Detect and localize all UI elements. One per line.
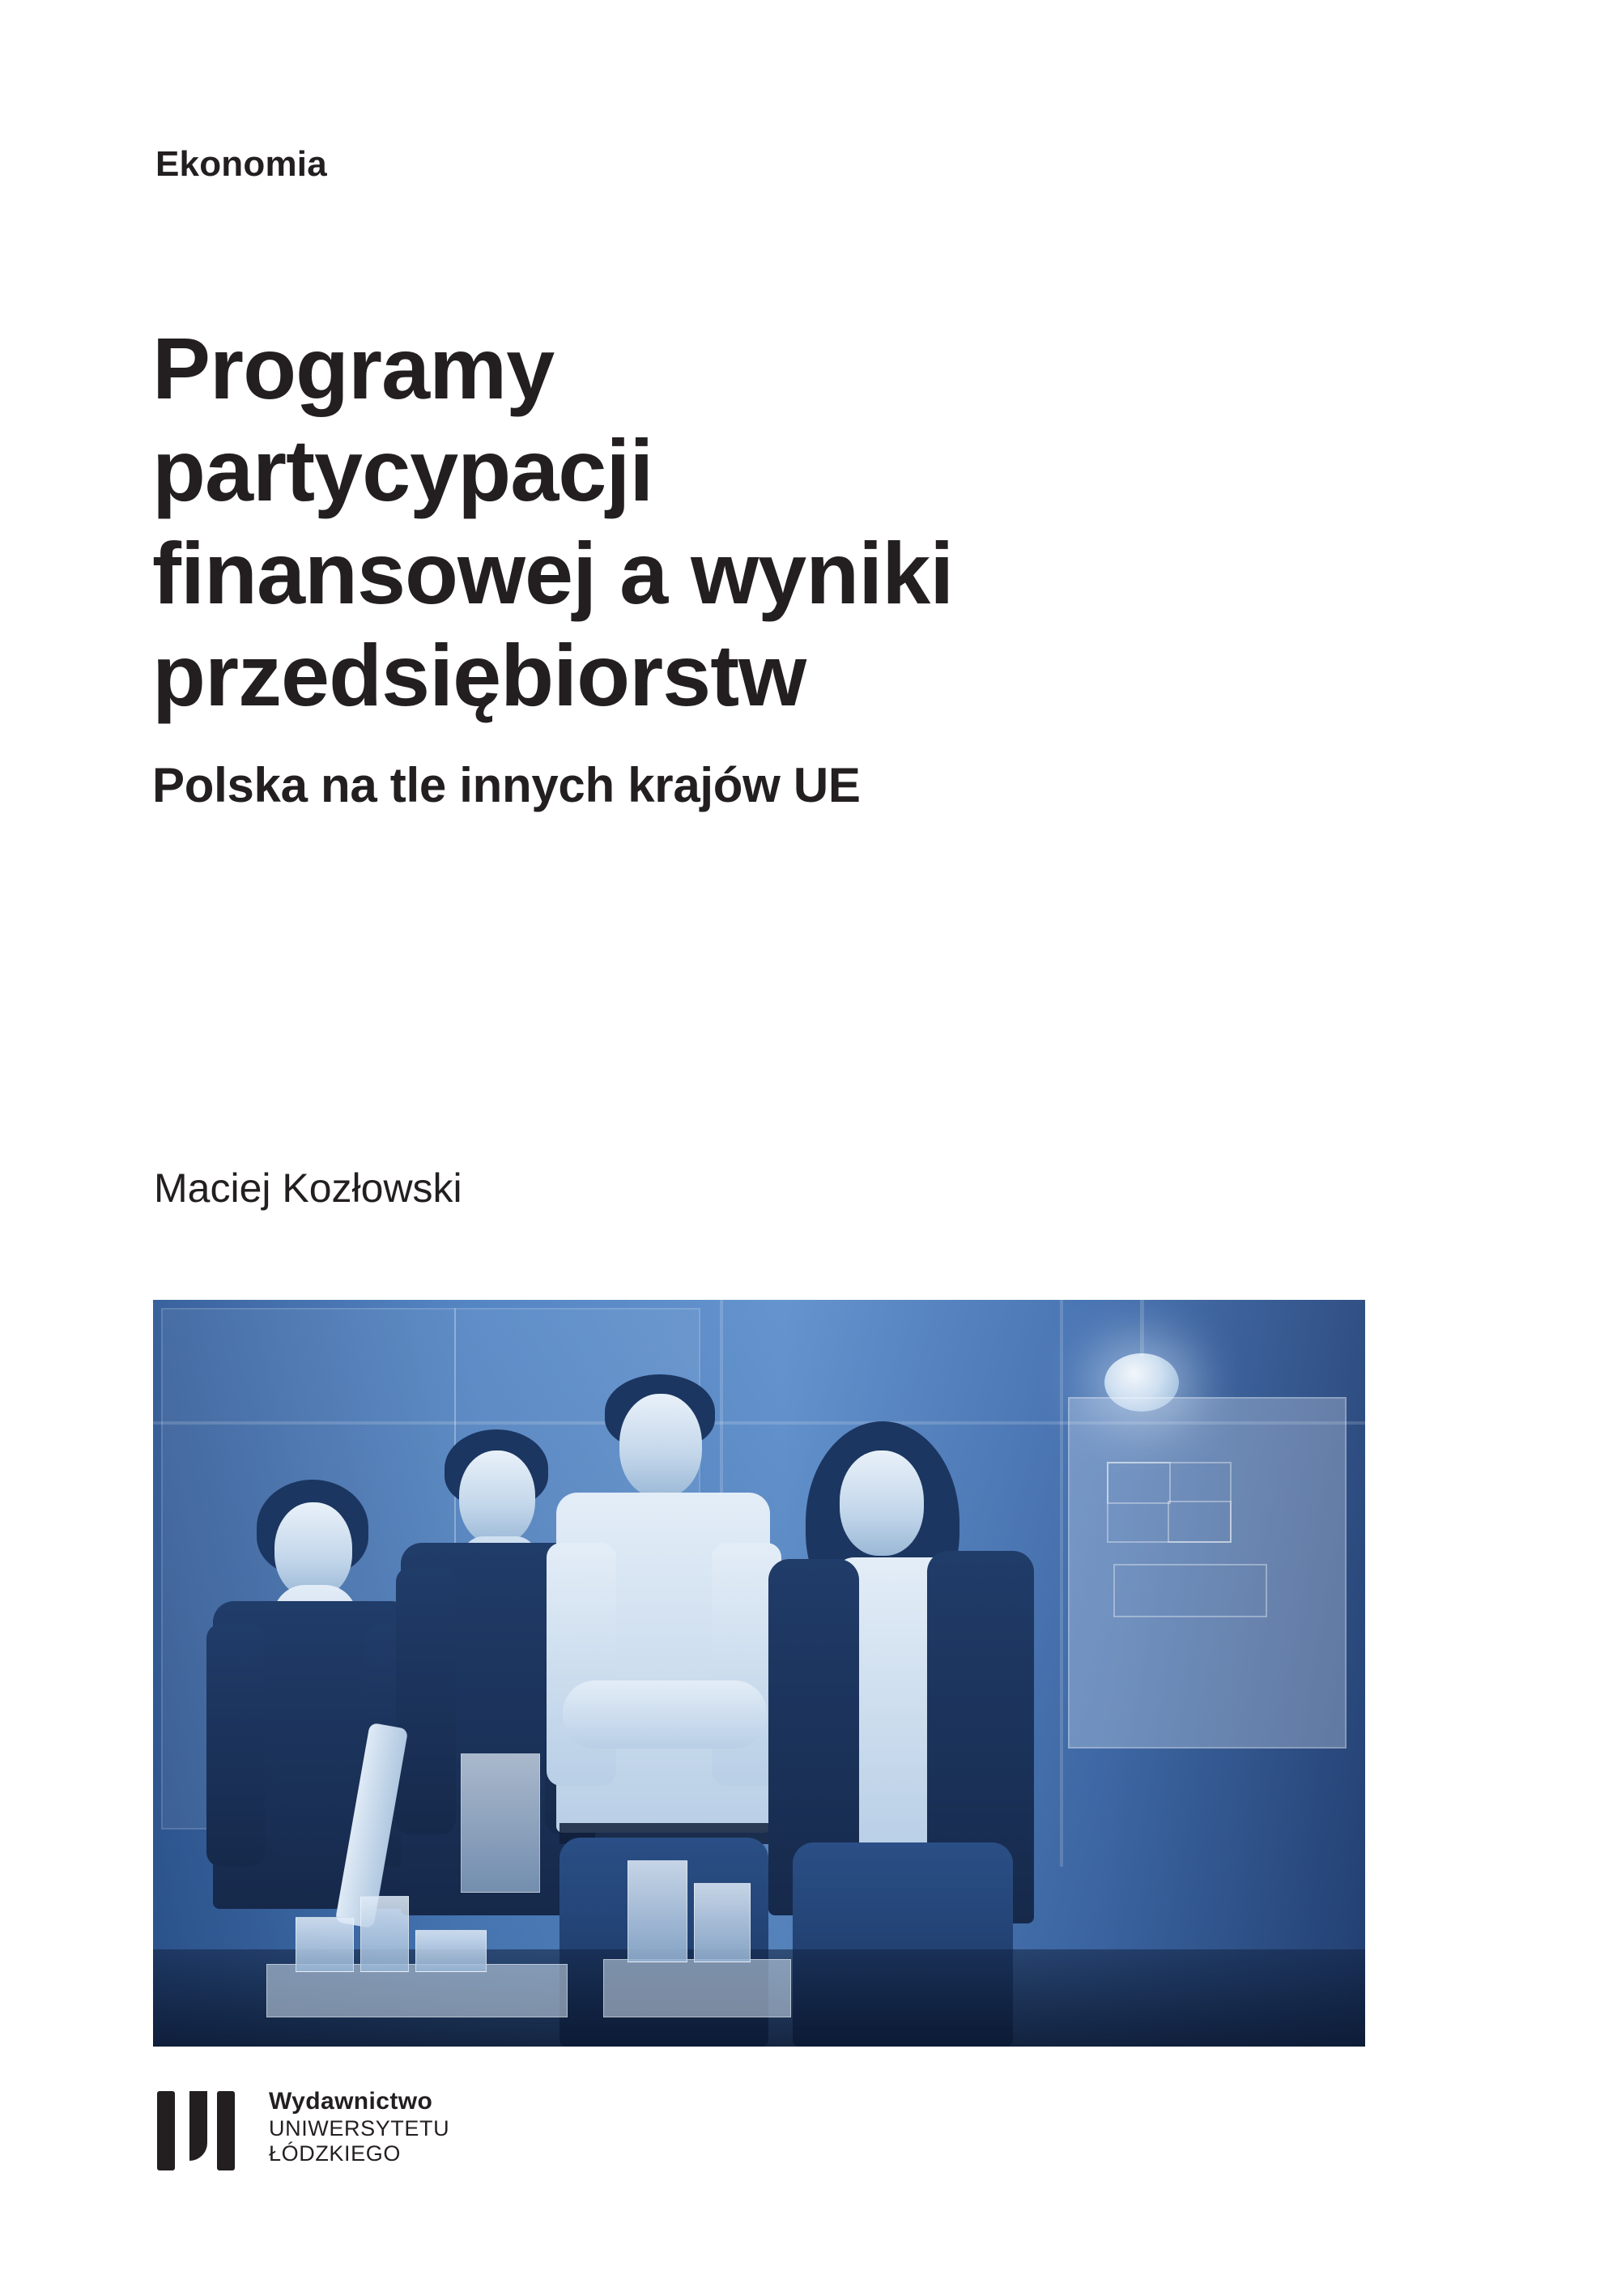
model-building-1 <box>296 1917 354 1972</box>
cover-photo <box>153 1300 1365 2047</box>
person-1-arm-left <box>206 1624 265 1867</box>
publisher-line-2: UNIWERSYTETU <box>269 2115 450 2141</box>
publisher-block <box>154 2088 449 2178</box>
person-3-crossed-arms <box>563 1680 767 1749</box>
subtitle: Polska na tle innych krajów UE <box>152 758 861 813</box>
title-line-4: przedsiębiorstw <box>152 626 806 725</box>
person-2-folder <box>461 1753 540 1893</box>
lamp-cord <box>1140 1300 1144 1357</box>
whiteboard-sketch-3 <box>1168 1501 1232 1543</box>
model-building-2 <box>360 1896 409 1972</box>
whiteboard-sketch-2 <box>1107 1462 1171 1504</box>
model-tower-1 <box>628 1860 687 1962</box>
person-2-arm-left <box>396 1567 456 1834</box>
publisher-line-1: Wydawnictwo <box>269 2088 433 2115</box>
person-1-head <box>274 1502 352 1598</box>
publisher-text <box>269 2088 449 2166</box>
whiteboard-sketch-4 <box>1113 1564 1267 1617</box>
title-line-3: finansowej a wyniki <box>152 523 954 622</box>
publisher-line-3: ŁÓDZKIEGO <box>269 2141 401 2166</box>
title-line-2: partycypacji <box>152 421 653 520</box>
photo-canvas <box>153 1300 1365 2047</box>
wall-divider <box>720 1300 723 1494</box>
title-block <box>152 317 1415 813</box>
person-3-arm-left <box>547 1543 616 1786</box>
person-4-head <box>840 1450 924 1556</box>
model-tower-2 <box>694 1883 751 1962</box>
wall-divider-right <box>1060 1300 1063 1867</box>
uniwersytet-lodzki-logo <box>154 2088 249 2178</box>
model-base-right <box>603 1959 791 2017</box>
series-label: Ekonomia <box>155 144 327 184</box>
page-title <box>152 317 1415 726</box>
person-3-head <box>619 1394 702 1497</box>
author-name: Maciej Kozłowski <box>154 1165 462 1211</box>
person-2-head <box>459 1450 535 1544</box>
model-building-3 <box>415 1930 487 1972</box>
title-line-1: Programy <box>152 319 555 417</box>
